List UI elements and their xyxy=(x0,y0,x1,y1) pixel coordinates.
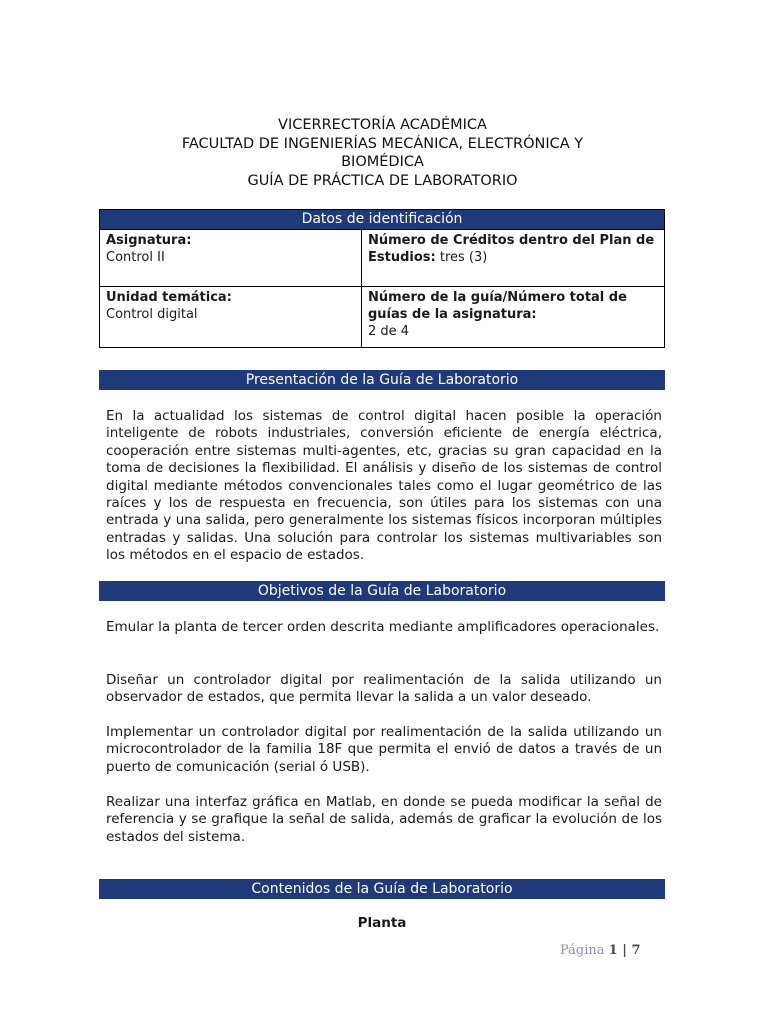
header-line-facultad: FACULTAD DE INGENIERÍAS MECÁNICA, ELECTRÓNICA Y xyxy=(181,135,584,152)
header-line-guia: GUÍA DE PRÁCTICA DE LABORATORIO xyxy=(247,172,518,189)
creditos-cell xyxy=(362,230,665,287)
asignatura-value: Control II xyxy=(106,250,165,265)
planta-subheading: Planta xyxy=(357,915,407,931)
creditos-value: tres (3) xyxy=(439,250,488,265)
objetivo-item-3: Implementar un controlador digital por realimentación de la salida utilizando un microcontrolador de la familia 18F que permita el envió de datos a través de un puerto de comunicación (serial ó USB). xyxy=(106,724,662,775)
objetivos-heading-bar: Objetivos de la Guía de Laboratorio xyxy=(99,581,665,601)
presentacion-paragraph: En la actualidad los sistemas de control digital hacen posible la operación inteligente de robots industriales, conversión eficiente de energía eléctrica, cooperación entre sistemas multi-agentes, etc, gracias su gran capacidad en la toma de decisiones la flexibilidad. El análisis y diseño de los sistemas de control digital mediante métodos convencionales tales como el lugar geométrico de las raíces y los de respuesta en frecuencia, son útiles para los sistemas con una entrada y una salida, pero generalmente los sistemas físicos incorporan múltiples entradas y salidas. Una solución para controlar los sistemas multivariables son los métodos en el espacio de estados. xyxy=(106,408,662,564)
header-line-vicerrectoria: VICERRECTORÍA ACADÉMICA xyxy=(278,117,487,133)
page-label: Página xyxy=(560,943,605,958)
identification-table xyxy=(99,209,665,348)
guia-value: 2 de 4 xyxy=(368,324,410,339)
objetivo-item-4: Realizar una interfaz gráfica en Matlab, en donde se pueda modificar la señal de referencia y se grafique la señal de salida, además de graficar la evolución de los estados del sistema. xyxy=(106,794,662,845)
page-footer xyxy=(560,943,670,958)
guia-cell xyxy=(362,287,665,348)
creditos-label: Número de Créditos dentro del Plan de Estudios: xyxy=(368,233,655,265)
unidad-label: Unidad temática: xyxy=(106,290,232,305)
contenidos-heading-bar: Contenidos de la Guía de Laboratorio xyxy=(99,879,665,899)
unidad-value: Control digital xyxy=(106,307,198,322)
page-number: 1 | 7 xyxy=(608,943,641,958)
presentacion-heading-bar: Presentación de la Guía de Laboratorio xyxy=(99,370,665,390)
asignatura-label: Asignatura: xyxy=(106,233,192,248)
identification-title: Datos de identificación xyxy=(100,210,665,230)
asignatura-cell xyxy=(100,230,362,287)
document-header xyxy=(100,116,665,190)
objetivo-item-1: Emular la planta de tercer orden descrita mediante amplificadores operacionales. xyxy=(106,619,660,635)
guia-label: Número de la guía/Número total de guías de la asignatura: xyxy=(368,290,627,322)
header-line-biomedica: BIOMÉDICA xyxy=(341,154,424,170)
unidad-cell xyxy=(100,287,362,348)
objetivo-item-2: Diseñar un controlador digital por realimentación de la salida utilizando un observador de estados, que permita llevar la salida a un valor deseado. xyxy=(106,672,662,706)
